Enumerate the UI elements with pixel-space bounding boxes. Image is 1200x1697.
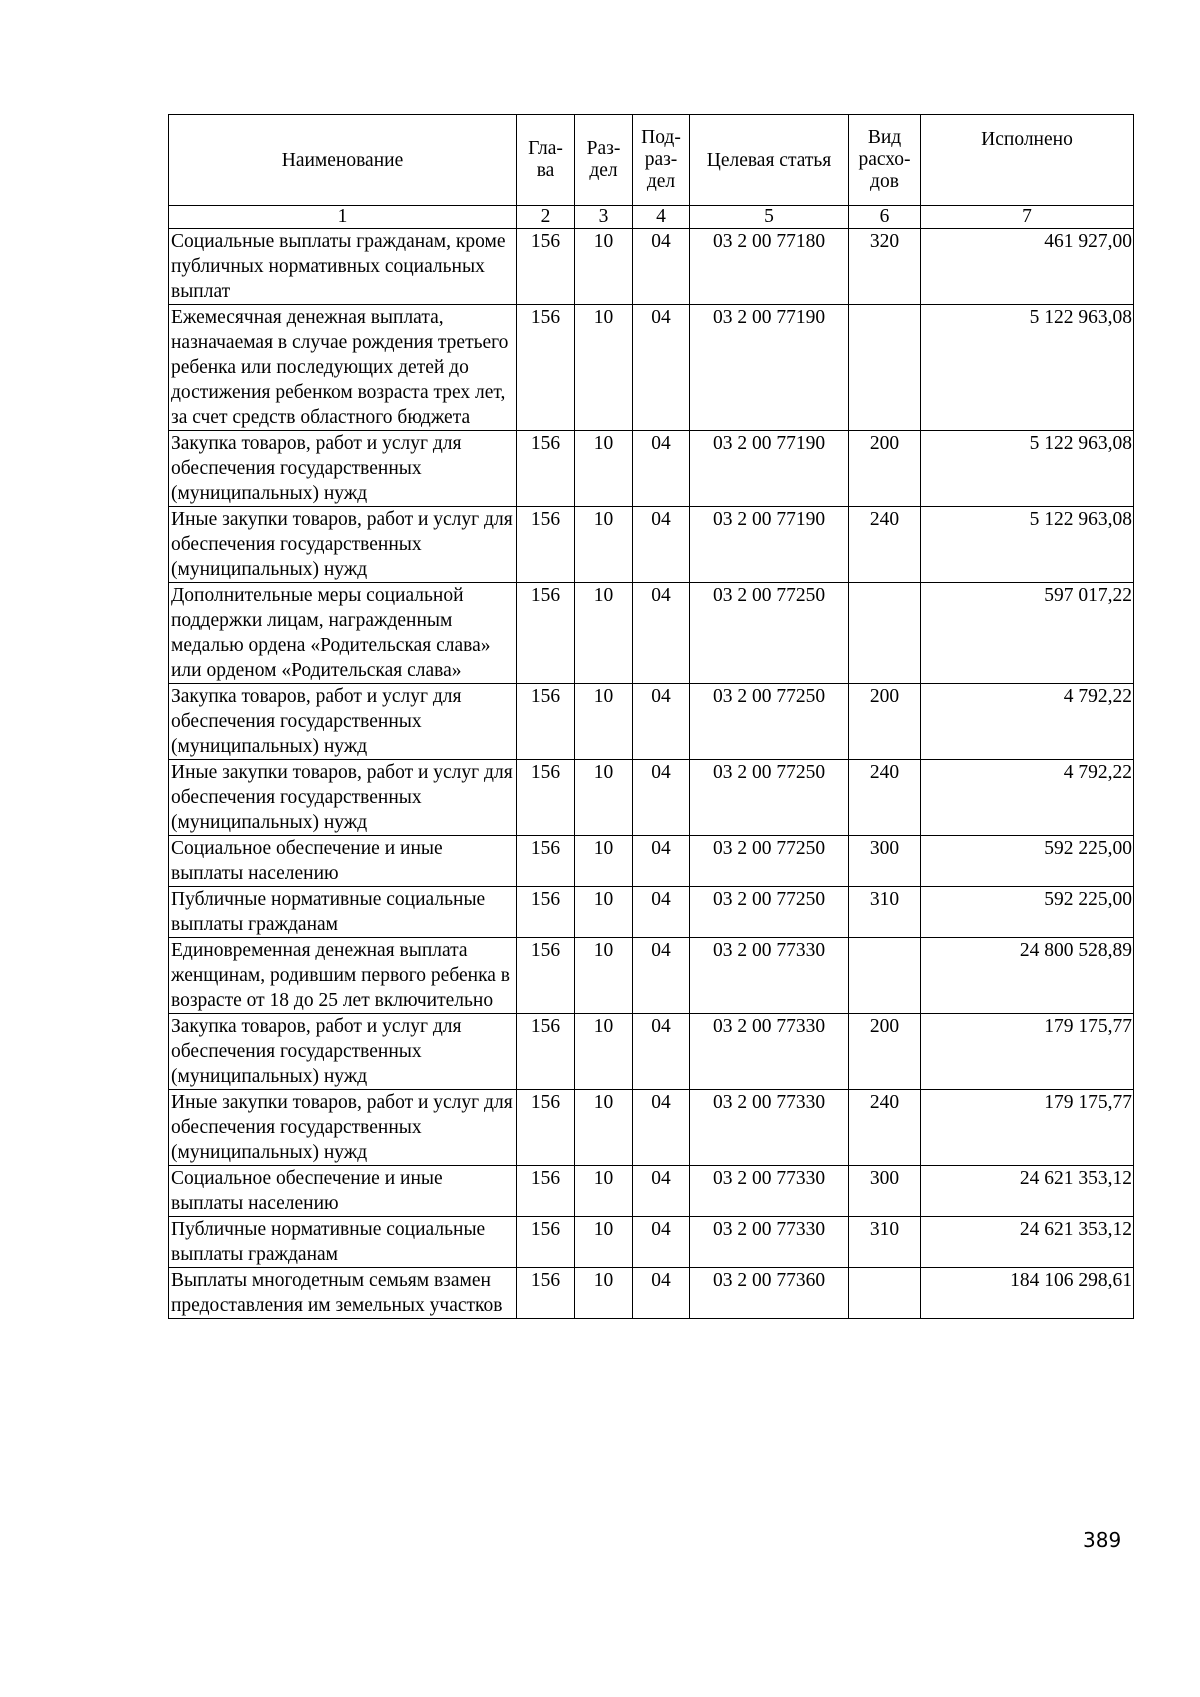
cell-podrazdel: 04 — [633, 305, 690, 431]
column-number-row — [169, 206, 1134, 229]
table-row — [169, 1014, 1134, 1090]
cell-razdel: 10 — [575, 305, 633, 431]
cell-name: Социальные выплаты гражданам, кроме публичных нормативных социальных выплат — [169, 229, 517, 305]
cell-glava: 156 — [517, 1217, 575, 1268]
header-glava-line-2: ва — [536, 160, 555, 181]
cell-podrazdel: 04 — [633, 431, 690, 507]
cell-celevaya: 03 2 00 77330 — [690, 1166, 849, 1217]
cell-glava: 156 — [517, 938, 575, 1014]
cell-name: Выплаты многодетным семьям взамен предоставления им земельных участков — [169, 1268, 517, 1319]
cell-amount: 597 017,22 — [921, 583, 1134, 684]
cell-podrazdel: 04 — [633, 684, 690, 760]
table-header-row — [169, 115, 1134, 206]
cell-glava: 156 — [517, 229, 575, 305]
cell-podrazdel: 04 — [633, 229, 690, 305]
cell-vid: 300 — [849, 1166, 921, 1217]
column-number: 1 — [169, 206, 517, 229]
cell-vid — [849, 1268, 921, 1319]
cell-name: Иные закупки товаров, работ и услуг для обеспечения государственных (муниципальных) нужд — [169, 507, 517, 583]
cell-podrazdel: 04 — [633, 887, 690, 938]
cell-amount: 5 122 963,08 — [921, 507, 1134, 583]
cell-podrazdel: 04 — [633, 1014, 690, 1090]
cell-podrazdel: 04 — [633, 1166, 690, 1217]
cell-name: Иные закупки товаров, работ и услуг для обеспечения государственных (муниципальных) нужд — [169, 760, 517, 836]
column-number: 2 — [517, 206, 575, 229]
cell-name: Дополнительные меры социальной поддержки лицам, награжденным медалью ордена «Родительская слава» или орденом «Родительская слава» — [169, 583, 517, 684]
cell-celevaya: 03 2 00 77190 — [690, 507, 849, 583]
cell-amount: 5 122 963,08 — [921, 305, 1134, 431]
cell-glava: 156 — [517, 1166, 575, 1217]
header-podrazdel — [633, 115, 690, 206]
cell-name: Закупка товаров, работ и услуг для обеспечения государственных (муниципальных) нужд — [169, 684, 517, 760]
table-row — [169, 684, 1134, 760]
header-glava — [517, 115, 575, 206]
cell-amount: 4 792,22 — [921, 760, 1134, 836]
cell-vid — [849, 938, 921, 1014]
cell-vid: 310 — [849, 1217, 921, 1268]
cell-celevaya: 03 2 00 77250 — [690, 887, 849, 938]
cell-vid: 240 — [849, 507, 921, 583]
cell-podrazdel: 04 — [633, 583, 690, 684]
cell-celevaya: 03 2 00 77250 — [690, 583, 849, 684]
cell-glava: 156 — [517, 507, 575, 583]
header-celevaya: Целевая статья — [690, 115, 849, 206]
column-number: 6 — [849, 206, 921, 229]
cell-razdel: 10 — [575, 229, 633, 305]
cell-name: Ежемесячная денежная выплата, назначаемая в случае рождения третьего ребенка или последующих детей до достижения ребенком возраста трех лет, за счет средств областного бюджета — [169, 305, 517, 431]
cell-razdel: 10 — [575, 1166, 633, 1217]
header-podrazdel-line-3: дел — [646, 171, 676, 192]
header-podrazdel-line-1: Под- — [641, 127, 681, 148]
table-row — [169, 431, 1134, 507]
cell-glava: 156 — [517, 583, 575, 684]
cell-celevaya: 03 2 00 77250 — [690, 760, 849, 836]
header-razdel-line-2: дел — [589, 160, 618, 181]
cell-celevaya: 03 2 00 77190 — [690, 431, 849, 507]
cell-vid: 240 — [849, 1090, 921, 1166]
cell-podrazdel: 04 — [633, 760, 690, 836]
table-row — [169, 1268, 1134, 1319]
table-row — [169, 583, 1134, 684]
cell-amount: 5 122 963,08 — [921, 431, 1134, 507]
cell-amount: 24 621 353,12 — [921, 1217, 1134, 1268]
column-number: 5 — [690, 206, 849, 229]
cell-vid — [849, 583, 921, 684]
cell-razdel: 10 — [575, 1014, 633, 1090]
cell-podrazdel: 04 — [633, 938, 690, 1014]
cell-vid — [849, 305, 921, 431]
cell-razdel: 10 — [575, 887, 633, 938]
table-row — [169, 1090, 1134, 1166]
cell-razdel: 10 — [575, 1217, 633, 1268]
cell-name: Публичные нормативные социальные выплаты гражданам — [169, 1217, 517, 1268]
cell-name: Закупка товаров, работ и услуг для обеспечения государственных (муниципальных) нужд — [169, 1014, 517, 1090]
cell-vid: 200 — [849, 684, 921, 760]
header-razdel-line-1: Раз- — [586, 138, 621, 159]
column-number: 3 — [575, 206, 633, 229]
cell-glava: 156 — [517, 887, 575, 938]
cell-celevaya: 03 2 00 77180 — [690, 229, 849, 305]
cell-razdel: 10 — [575, 836, 633, 887]
column-number: 4 — [633, 206, 690, 229]
cell-amount: 184 106 298,61 — [921, 1268, 1134, 1319]
cell-razdel: 10 — [575, 507, 633, 583]
header-name: Наименование — [169, 115, 517, 206]
cell-celevaya: 03 2 00 77330 — [690, 938, 849, 1014]
cell-glava: 156 — [517, 1268, 575, 1319]
cell-razdel: 10 — [575, 1268, 633, 1319]
page-number: 389 — [1083, 1528, 1122, 1552]
table-row — [169, 938, 1134, 1014]
table-row — [169, 305, 1134, 431]
table-row — [169, 836, 1134, 887]
cell-glava: 156 — [517, 760, 575, 836]
table-row — [169, 507, 1134, 583]
cell-vid: 310 — [849, 887, 921, 938]
cell-name: Социальное обеспечение и иные выплаты населению — [169, 1166, 517, 1217]
cell-celevaya: 03 2 00 77190 — [690, 305, 849, 431]
header-vid-line-2: расхо- — [858, 149, 911, 170]
column-number: 7 — [921, 206, 1134, 229]
header-vid-line-3: дов — [870, 171, 899, 192]
header-ispolneno: Исполнено — [921, 115, 1134, 206]
cell-glava: 156 — [517, 431, 575, 507]
cell-podrazdel: 04 — [633, 1217, 690, 1268]
cell-razdel: 10 — [575, 431, 633, 507]
cell-vid: 300 — [849, 836, 921, 887]
cell-name: Закупка товаров, работ и услуг для обеспечения государственных (муниципальных) нужд — [169, 431, 517, 507]
cell-vid: 240 — [849, 760, 921, 836]
cell-glava: 156 — [517, 1090, 575, 1166]
cell-celevaya: 03 2 00 77330 — [690, 1014, 849, 1090]
header-vid-line-1: Вид — [867, 127, 902, 148]
header-vid — [849, 115, 921, 206]
cell-vid: 200 — [849, 431, 921, 507]
table-row — [169, 229, 1134, 305]
cell-name: Иные закупки товаров, работ и услуг для обеспечения государственных (муниципальных) нужд — [169, 1090, 517, 1166]
budget-table — [168, 114, 1134, 1319]
cell-amount: 24 800 528,89 — [921, 938, 1134, 1014]
cell-name: Социальное обеспечение и иные выплаты населению — [169, 836, 517, 887]
cell-name: Единовременная денежная выплата женщинам, родившим первого ребенка в возрасте от 18 до 25 лет включительно — [169, 938, 517, 1014]
cell-amount: 179 175,77 — [921, 1090, 1134, 1166]
cell-podrazdel: 04 — [633, 1090, 690, 1166]
cell-celevaya: 03 2 00 77360 — [690, 1268, 849, 1319]
cell-amount: 4 792,22 — [921, 684, 1134, 760]
cell-glava: 156 — [517, 1014, 575, 1090]
cell-razdel: 10 — [575, 1090, 633, 1166]
cell-amount: 24 621 353,12 — [921, 1166, 1134, 1217]
table-body — [169, 229, 1134, 1319]
cell-podrazdel: 04 — [633, 836, 690, 887]
header-razdel — [575, 115, 633, 206]
table-row — [169, 1217, 1134, 1268]
table-row — [169, 887, 1134, 938]
cell-celevaya: 03 2 00 77330 — [690, 1090, 849, 1166]
cell-amount: 461 927,00 — [921, 229, 1134, 305]
header-glava-line-1: Гла- — [528, 138, 563, 159]
cell-glava: 156 — [517, 305, 575, 431]
cell-vid: 200 — [849, 1014, 921, 1090]
cell-razdel: 10 — [575, 684, 633, 760]
cell-name: Публичные нормативные социальные выплаты гражданам — [169, 887, 517, 938]
cell-glava: 156 — [517, 684, 575, 760]
cell-celevaya: 03 2 00 77250 — [690, 684, 849, 760]
cell-celevaya: 03 2 00 77250 — [690, 836, 849, 887]
cell-vid: 320 — [849, 229, 921, 305]
cell-podrazdel: 04 — [633, 507, 690, 583]
cell-razdel: 10 — [575, 760, 633, 836]
cell-glava: 156 — [517, 836, 575, 887]
cell-celevaya: 03 2 00 77330 — [690, 1217, 849, 1268]
cell-amount: 592 225,00 — [921, 836, 1134, 887]
cell-razdel: 10 — [575, 583, 633, 684]
header-podrazdel-line-2: раз- — [644, 149, 678, 170]
cell-amount: 179 175,77 — [921, 1014, 1134, 1090]
cell-razdel: 10 — [575, 938, 633, 1014]
table-row — [169, 1166, 1134, 1217]
table-row — [169, 760, 1134, 836]
cell-amount: 592 225,00 — [921, 887, 1134, 938]
cell-podrazdel: 04 — [633, 1268, 690, 1319]
